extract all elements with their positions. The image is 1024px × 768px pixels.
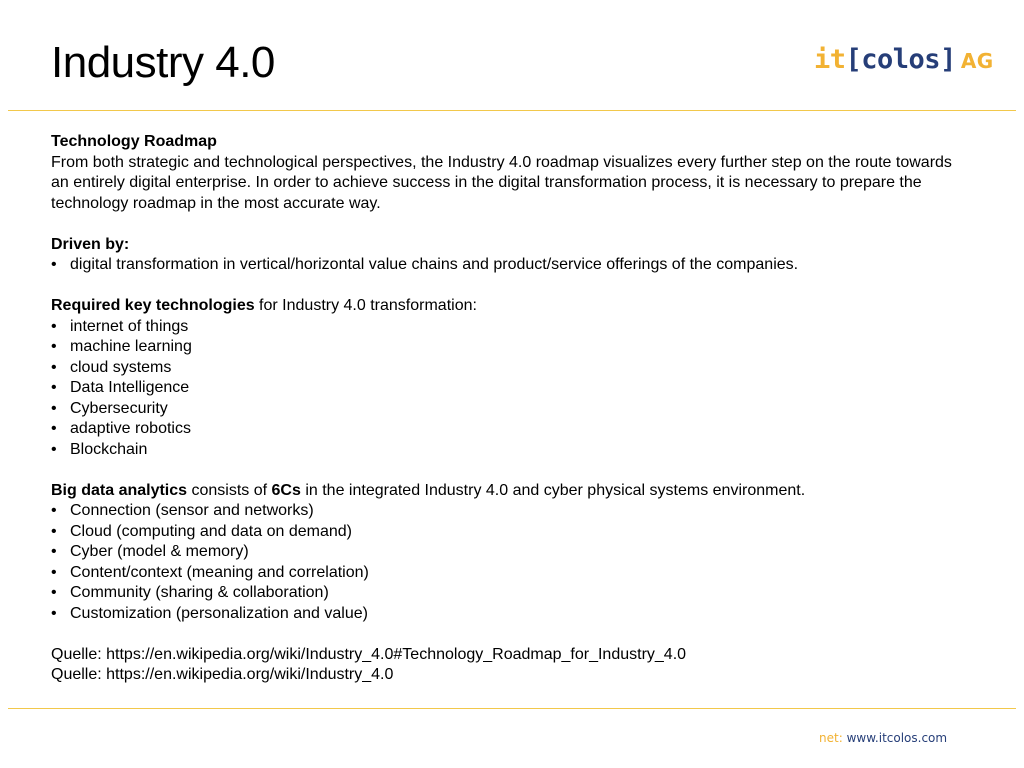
driven-heading: Driven by: xyxy=(51,235,130,253)
list-item: • digital transformation in vertical/horizontal value chains and product/service offerings of the companies. xyxy=(51,255,971,276)
logo-colos: colos xyxy=(861,44,941,75)
technologies-heading: Required key technologies for Industry 4.0 transformation: xyxy=(51,297,477,314)
analytics-heading: Big data analytics consists of 6Cs in the integrated Industry 4.0 and cyber physical systems environment. xyxy=(51,481,806,499)
roadmap-heading: Technology Roadmap xyxy=(51,133,217,150)
logo-close-bracket: ] xyxy=(940,44,956,75)
roadmap-text: From both strategic and technological perspectives, the Industry 4.0 roadmap visualizes every further step on the route towards an entirely digital enterprise. In order to achieve success in the digital transformation process, it is necessary to prepare the technology roadmap in the most accurate way. xyxy=(51,153,952,212)
driven-list xyxy=(51,255,971,276)
list-item: • Cybersecurity xyxy=(51,399,971,420)
list-item: • Cloud (computing and data on demand) xyxy=(51,522,971,543)
slide-content xyxy=(51,132,971,686)
list-item: • Connection (sensor and networks) xyxy=(51,501,971,522)
list-item: • Customization (personalization and value) xyxy=(51,604,971,625)
page-title: Industry 4.0 xyxy=(51,38,275,87)
source-line: Quelle: https://en.wikipedia.org/wiki/Industry_4.0#Technology_Roadmap_for_Industry_4.0 xyxy=(51,645,687,663)
list-item: • Content/context (meaning and correlation) xyxy=(51,563,971,584)
list-item: • machine learning xyxy=(51,337,971,358)
list-item: • adaptive robotics xyxy=(51,419,971,440)
analytics-list xyxy=(51,501,971,624)
technologies-list xyxy=(51,317,971,461)
list-item: • Data Intelligence xyxy=(51,378,971,399)
logo-ag: AG xyxy=(960,49,994,73)
footer-url: www.itcolos.com xyxy=(846,731,948,745)
list-item: • Community (sharing & collaboration) xyxy=(51,583,971,604)
source-line: Quelle: https://en.wikipedia.org/wiki/Industry_4.0 xyxy=(51,666,394,683)
list-item: • Blockchain xyxy=(51,440,971,461)
logo-open-bracket: [ xyxy=(845,44,862,75)
footer-label: net: xyxy=(819,731,843,745)
company-logo xyxy=(814,44,994,77)
list-item: • cloud systems xyxy=(51,358,971,379)
logo-it: it xyxy=(814,44,846,75)
footer xyxy=(819,730,947,746)
list-item: • Cyber (model & memory) xyxy=(51,542,971,563)
footer-divider xyxy=(8,708,1016,709)
header-divider xyxy=(8,110,1016,111)
list-item: • internet of things xyxy=(51,317,971,338)
